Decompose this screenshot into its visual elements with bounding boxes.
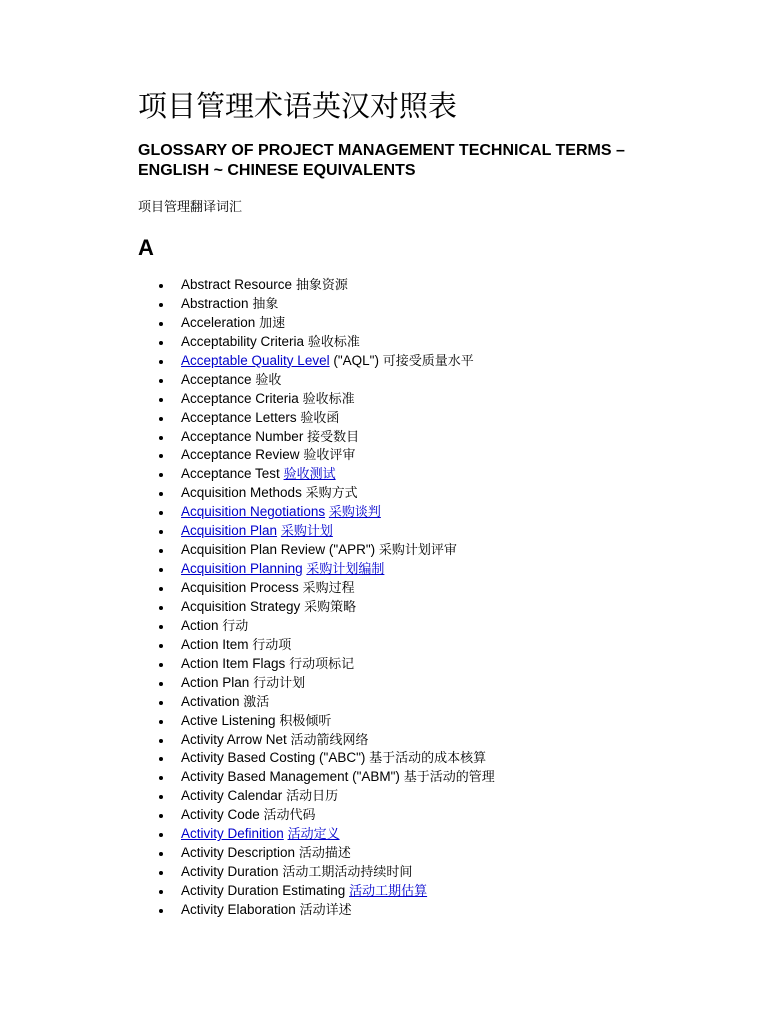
- term-english: Activity Duration: [181, 864, 279, 880]
- term-english: Activity Elaboration: [181, 901, 296, 917]
- term-item: [138, 844, 495, 863]
- term-english: Acceptance Criteria: [181, 390, 299, 406]
- term-chinese: 积极倾听: [279, 713, 332, 729]
- term-english: Acceptance Review: [181, 447, 300, 463]
- term-item: [138, 428, 495, 447]
- term-item: [138, 712, 495, 731]
- term-item: [138, 787, 495, 806]
- term-chinese: 活动日历: [286, 789, 339, 805]
- term-item: [138, 371, 495, 390]
- term-chinese: 验收评审: [303, 448, 356, 464]
- term-abbreviation: ("AQL"): [329, 352, 379, 368]
- term-chinese: 活动工期活动持续时间: [282, 865, 413, 881]
- term-english: Acquisition Strategy: [181, 598, 301, 614]
- term-chinese: 行动计划: [253, 675, 306, 691]
- term-english: Acceptance Letters: [181, 409, 297, 425]
- term-chinese: 验收: [255, 372, 282, 388]
- term-item: [138, 731, 495, 750]
- term-english: Action Item: [181, 636, 249, 652]
- term-chinese: 采购计划评审: [378, 543, 457, 559]
- term-chinese: 活动代码: [263, 808, 316, 824]
- term-english: Acceptance Test: [181, 466, 280, 482]
- term-english: Active Listening: [181, 712, 276, 728]
- term-english: Abstract Resource: [181, 277, 293, 292]
- term-english: Activation: [181, 693, 240, 709]
- term-item: [138, 314, 495, 333]
- term-item: [138, 693, 495, 712]
- term-item: [138, 863, 495, 882]
- term-item: [138, 541, 495, 560]
- term-chinese: 采购策略: [304, 599, 357, 615]
- term-item: [138, 655, 495, 674]
- term-item: [138, 560, 495, 579]
- term-item: [138, 806, 495, 825]
- term-item: [138, 674, 495, 693]
- term-english: Action: [181, 617, 219, 633]
- term-english: Acquisition Process: [181, 580, 299, 595]
- term-chinese: 验收标准: [307, 334, 360, 350]
- term-chinese: 采购方式: [305, 486, 358, 502]
- term-item: [138, 484, 495, 503]
- english-title: GLOSSARY OF PROJECT MANAGEMENT TECHNICAL TERMS – ENGLISH ~ CHINESE EQUIVALENTS: [138, 142, 625, 179]
- term-english: Activity Duration Estimating: [181, 883, 346, 898]
- term-item: [138, 465, 495, 484]
- term-item: [138, 503, 495, 522]
- term-item: [138, 295, 495, 314]
- term-item: [138, 882, 495, 901]
- term-chinese[interactable]: 活动工期估算: [349, 884, 428, 899]
- term-english: Abstraction: [181, 295, 249, 311]
- term-english[interactable]: Acquisition Planning: [181, 561, 303, 577]
- subtitle: 项目管理翻译词汇: [138, 200, 243, 215]
- term-chinese[interactable]: 采购计划: [280, 524, 333, 540]
- term-item: [138, 409, 495, 428]
- term-chinese[interactable]: 验收测试: [283, 467, 336, 483]
- term-english: Activity Based Management ("ABM"): [181, 769, 400, 785]
- term-chinese: 活动详述: [299, 902, 352, 918]
- term-chinese: 采购过程: [302, 581, 355, 596]
- term-english[interactable]: Activity Definition: [181, 826, 284, 842]
- term-chinese: 行动项: [252, 637, 292, 653]
- term-chinese: 行动项标记: [289, 656, 355, 672]
- section-letter: A: [138, 235, 154, 260]
- term-chinese: 行动: [222, 618, 249, 634]
- term-chinese: 基于活动的成本核算: [369, 751, 487, 767]
- term-item: [138, 617, 495, 636]
- term-chinese: 激活: [243, 694, 270, 710]
- term-english: Activity Arrow Net: [181, 731, 287, 747]
- page-title: 项目管理术语英汉对照表: [138, 89, 458, 123]
- term-item: [138, 522, 495, 541]
- term-chinese: 验收函: [300, 410, 340, 426]
- term-item: [138, 446, 495, 465]
- term-item: [138, 768, 495, 787]
- term-item: [138, 390, 495, 409]
- term-chinese: 抽象: [252, 296, 279, 312]
- term-english: Acquisition Methods: [181, 485, 302, 501]
- term-english[interactable]: Acquisition Negotiations: [181, 504, 326, 520]
- term-english: Acceptance: [181, 371, 252, 387]
- term-english: Acquisition Plan Review ("APR"): [181, 542, 376, 558]
- term-chinese[interactable]: 采购谈判: [328, 505, 381, 521]
- term-english: Activity Calendar: [181, 788, 283, 804]
- term-chinese[interactable]: 活动定义: [287, 827, 340, 843]
- term-item: [138, 749, 495, 768]
- term-chinese: 加速: [259, 315, 286, 331]
- term-item: [138, 276, 495, 295]
- term-english[interactable]: Acceptable Quality Level: [181, 352, 330, 368]
- term-english: Action Item Flags: [181, 655, 286, 671]
- term-item: [138, 352, 495, 371]
- term-list: [138, 276, 495, 920]
- term-chinese: 抽象资源: [295, 278, 348, 293]
- term-english[interactable]: Acquisition Plan: [181, 523, 278, 539]
- term-chinese: 活动描述: [298, 846, 351, 862]
- term-item: [138, 333, 495, 352]
- term-english: Action Plan: [181, 674, 250, 690]
- term-item: [138, 901, 495, 920]
- term-english: Activity Description: [181, 845, 296, 861]
- term-english: Acceleration: [181, 314, 256, 330]
- term-english: Activity Code: [181, 807, 260, 823]
- term-item: [138, 598, 495, 617]
- term-chinese[interactable]: 采购计划编制: [306, 562, 385, 578]
- term-english: Acceptability Criteria: [181, 333, 305, 349]
- term-item: [138, 825, 495, 844]
- term-chinese: 活动箭线网络: [290, 732, 369, 748]
- term-item: [138, 636, 495, 655]
- term-item: [138, 579, 495, 598]
- term-chinese: 可接受质量水平: [382, 353, 474, 369]
- term-english: Activity Based Costing ("ABC"): [181, 750, 366, 766]
- term-chinese: 基于活动的管理: [403, 770, 495, 786]
- term-chinese: 验收标准: [302, 391, 355, 407]
- term-english: Acceptance Number: [181, 428, 304, 444]
- term-chinese: 接受数目: [307, 429, 360, 445]
